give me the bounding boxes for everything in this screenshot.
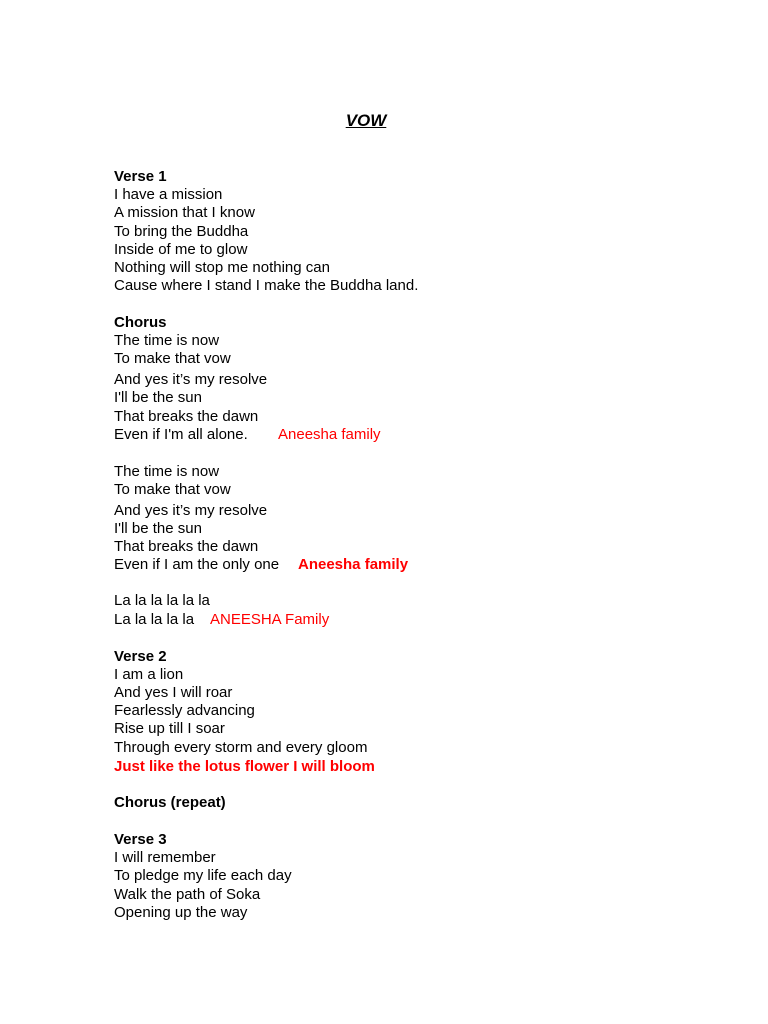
verse-3-line: I will remember <box>114 849 216 866</box>
chorus-line: The time is now <box>114 332 220 349</box>
chorus-2-dedication-note: Aneesha family <box>298 556 409 573</box>
verse-3-line: Walk the path of Soka <box>114 886 261 903</box>
song-title: VOW <box>345 111 387 130</box>
chorus-line: Even if I'm all alone. <box>114 426 248 443</box>
verse-3-line: To pledge my life each day <box>114 867 292 884</box>
verse-2-line: And yes I will roar <box>114 684 233 701</box>
verse-2-line: I am a lion <box>114 666 184 683</box>
chorus-heading: Chorus <box>114 314 167 331</box>
verse-1-line: Nothing will stop me nothing can <box>114 259 330 276</box>
chorus-2-line: The time is now <box>114 463 220 480</box>
chorus-2-line: And yes it’s my resolve <box>114 502 268 519</box>
verse-2-line: Rise up till I soar <box>114 720 225 737</box>
chorus-2-line: That breaks the dawn <box>114 538 259 555</box>
verse-3-heading: Verse 3 <box>114 831 167 848</box>
chorus-2-line: I'll be the sun <box>114 520 202 537</box>
verse-2-line: Fearlessly advancing <box>114 702 255 719</box>
verse-2-line: Through every storm and every gloom <box>114 739 368 756</box>
chorus-line: And yes it’s my resolve <box>114 371 268 388</box>
verse-2-heading: Verse 2 <box>114 648 167 665</box>
chorus-2-line: To make that vow <box>114 481 231 498</box>
chorus-line: I'll be the sun <box>114 389 202 406</box>
lala-line: La la la la la <box>114 611 195 628</box>
verse-1-line: Cause where I stand I make the Buddha land. <box>114 277 419 294</box>
verse-1-line: To bring the Buddha <box>114 223 249 240</box>
chorus-line: That breaks the dawn <box>114 408 259 425</box>
lala-line: La la la la la la <box>114 592 210 609</box>
chorus-line: To make that vow <box>114 350 231 367</box>
verse-1-line: A mission that I know <box>114 204 255 221</box>
chorus-dedication-note: Aneesha family <box>278 426 381 443</box>
verse-3-line: Opening up the way <box>114 904 248 921</box>
lala-dedication-note: ANEESHA Family <box>210 611 330 628</box>
chorus-repeat-heading: Chorus (repeat) <box>114 794 226 811</box>
verse-1-line: I have a mission <box>114 186 223 203</box>
verse-1-heading: Verse 1 <box>114 168 167 185</box>
chorus-2-line: Even if I am the only one <box>114 556 280 573</box>
verse-2-highlight-line: Just like the lotus flower I will bloom <box>114 758 375 775</box>
verse-1-line: Inside of me to glow <box>114 241 248 258</box>
